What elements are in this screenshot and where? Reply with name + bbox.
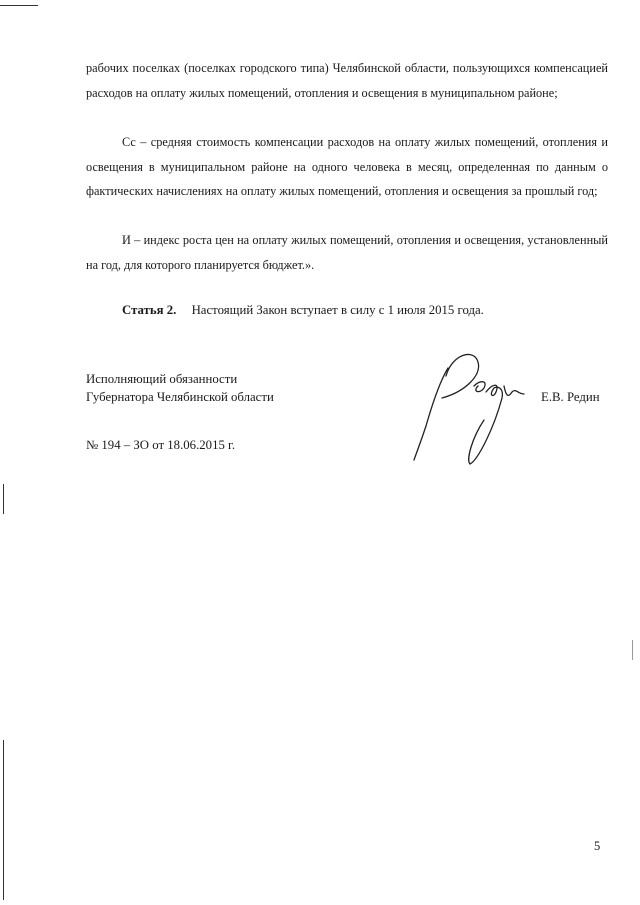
scan-artifact-left-edge-lower [3,740,4,900]
signatory-title [86,370,274,406]
article-text: Настоящий Закон вступает в силу с 1 июля 2015 года. [191,303,484,317]
handwritten-signature [408,348,528,470]
page-number: 5 [594,839,601,853]
paragraph-average-cost: Сс – средняя стоимость компенсации расходов на оплату жилых помещений, отопления и освещения в муниципальном районе на одного человека в месяц, определенная по данным о фактических начислениях на оплату жилых помещений, отопления и освещения за прошлый год; [86,135,608,199]
scan-artifact-left-edge-upper [3,484,4,514]
law-number: № 194 – ЗО от 18.06.2015 г. [86,438,236,452]
signatory-title-line2: Губернатора Челябинской области [86,390,274,404]
paragraph-price-index: И – индекс роста цен на оплату жилых помещений, отопления и освещения, установленный на год, для которого планируется бюджет.». [86,233,608,272]
signatory-title-line1: Исполняющий обязанности [86,372,238,386]
paragraph-continuation: рабочих поселках (поселках городского типа) Челябинской области, пользующихся компенсацией расходов на оплату жилых помещений, отопления и освещения в муниципальном районе; [86,61,608,100]
signer-name: Е.В. Редин [541,390,600,404]
article-2 [122,300,484,320]
scan-artifact-top-left [0,5,38,6]
scan-artifact-right-edge [632,640,633,660]
article-label: Статья 2. [122,303,177,317]
